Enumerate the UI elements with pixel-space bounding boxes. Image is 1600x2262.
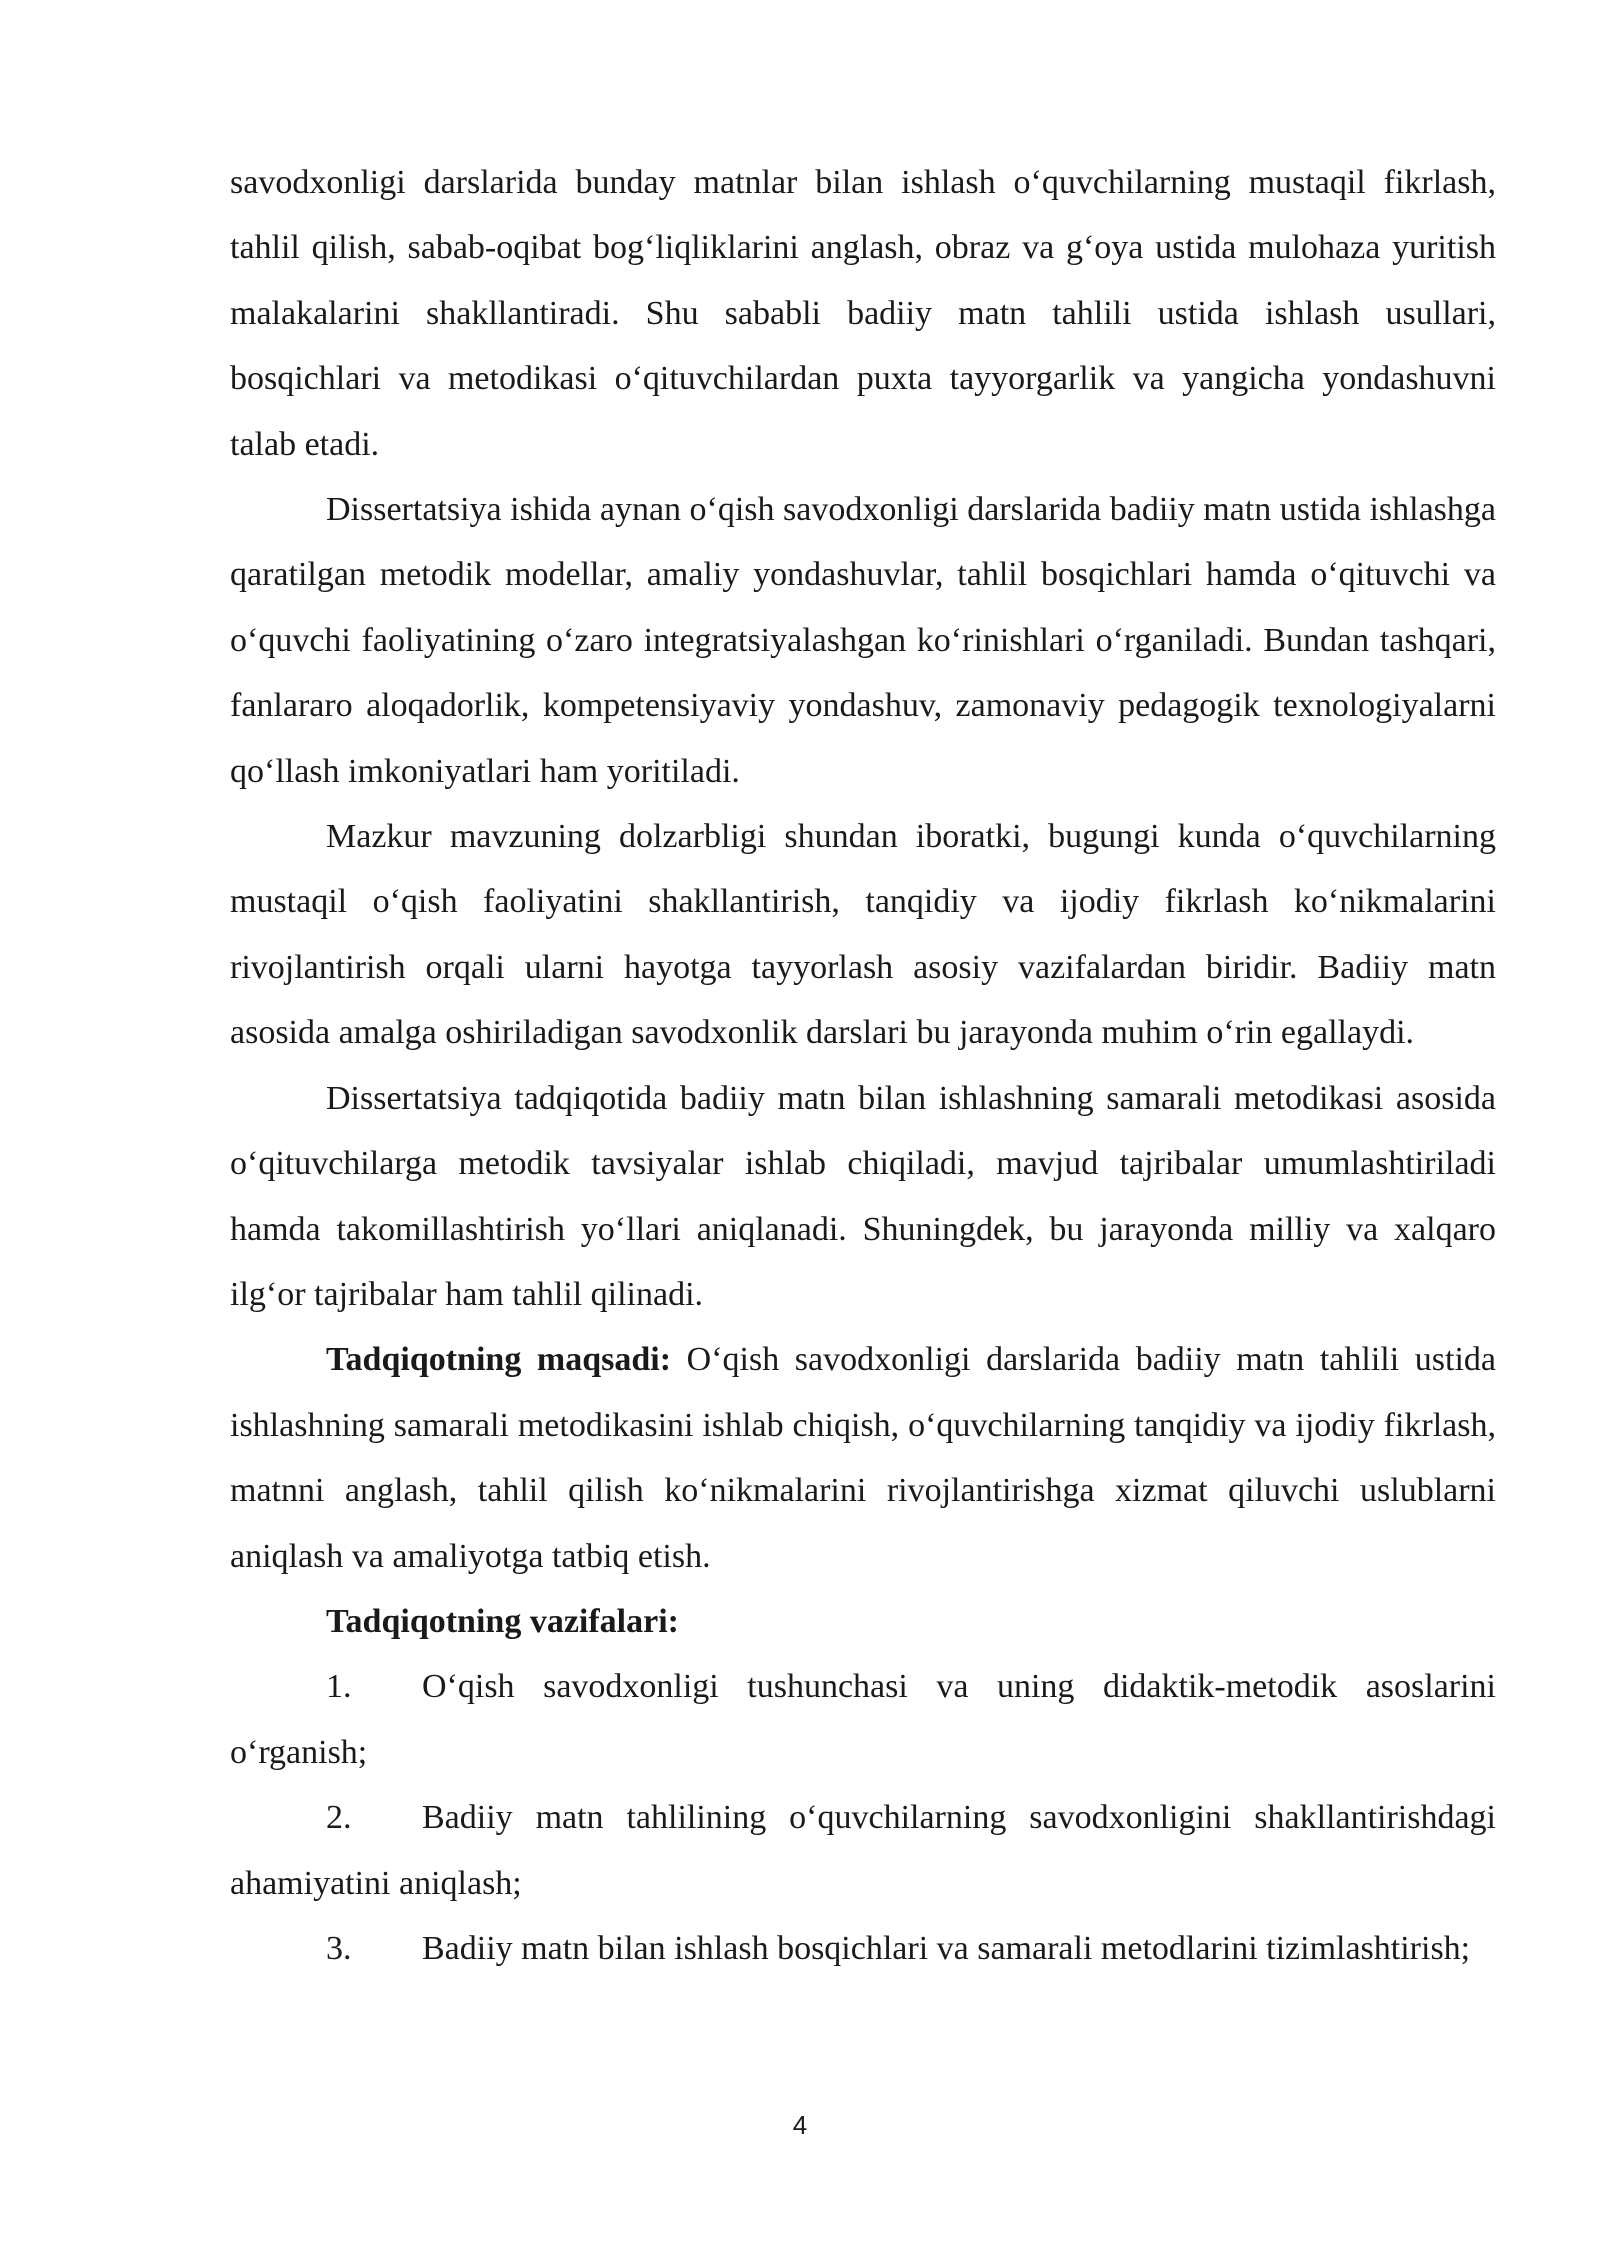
goal-label: Tadqiqotning maqsadi: xyxy=(326,1341,672,1379)
paragraph-relevance: Mazkur mavzuning dolzarbligi shundan iboratki, bugungi kunda o‘quvchilarning mustaqil o‘qish faoliyatini shakllantirish, tanqidiy va ijodiy fikrlash ko‘nikmalarini rivojlantirish orqali ularni hayotga tayyorlash asosiy vazifalardan biridir. Badiiy matn asosida amalga oshiriladigan savodxonlik darslari bu jarayonda muhim o‘rin egallaydi. xyxy=(230,818,1496,1052)
list-item-number: 3. xyxy=(326,1929,352,1967)
list-item xyxy=(230,1916,1496,1981)
list-item-text: Badiiy matn bilan ishlash bosqichlari va samarali metodlarini tizimlashtirish; xyxy=(422,1929,1471,1967)
paragraph-research-outcomes: Dissertatsiya tadqiqotida badiiy matn bilan ishlashning samarali metodikasi asosida o‘qituvchilarga metodik tavsiyalar ishlab chiqiladi, mavjud tajribalar umumlashtiriladi hamda takomillashtirish yo‘llari aniqlanadi. Shuningdek, bu jarayonda milliy va xalqaro ilg‘or tajribalar ham tahlil qilinadi. xyxy=(230,1079,1496,1313)
document-page xyxy=(230,150,1496,1981)
list-item-text: Badiiy matn tahlilining o‘quvchilarning savodxonligini shakllantirishdagi ahamiyatini aniqlash; xyxy=(230,1799,1496,1902)
list-item-text: O‘qish savodxonligi tushunchasi va uning didaktik-metodik asoslarini o‘rganish; xyxy=(230,1668,1496,1771)
list-item-number: 1. xyxy=(326,1668,352,1706)
paragraph-dissertation-scope: Dissertatsiya ishida aynan o‘qish savodxonligi darslarida badiiy matn ustida ishlashga qaratilgan metodik modellar, amaliy yondashuvlar, tahlil bosqichlari hamda o‘qituvchi va o‘quvchi faoliyatining o‘zaro integratsiyalashgan ko‘rinishlari o‘rganiladi. Bundan tashqari, fanlararo aloqadorlik, kompetensiyaviy yondashuv, zamonaviy pedagogik texnologiyalarni qo‘llash imkoniyatlari ham yoritiladi. xyxy=(230,491,1496,790)
list-item xyxy=(230,1785,1496,1916)
list-item-number: 2. xyxy=(326,1799,352,1837)
tasks-heading: Tadqiqotning vazifalari: xyxy=(326,1602,679,1640)
list-item xyxy=(230,1654,1496,1785)
paragraph-continuation: savodxonligi darslarida bunday matnlar bilan ishlash o‘quvchilarning mustaqil fikrlash, tahlil qilish, sabab-oqibat bog‘liqliklarini anglash, obraz va g‘oya ustida mulohaza yuritish malakalarini shakllantiradi. Shu sababli badiiy matn tahlili ustida ishlash usullari, bosqichlari va metodikasi o‘qituvchilardan puxta tayyorgarlik va yangicha yondashuvni talab etadi. xyxy=(230,164,1496,463)
goal-text: O‘qish savodxonligi darslarida badiiy matn tahlili ustida ishlashning samarali metodikasini ishlab chiqish, o‘quvchilarning tanqidiy va ijodiy fikrlash, matnni anglash, tahlil qilish ko‘nikmalarini rivojlantirishga xizmat qiluvchi uslublarni aniqlash va amaliyotga tatbiq etish. xyxy=(230,1341,1496,1575)
page-number: 4 xyxy=(792,2110,808,2140)
paragraph-research-goal xyxy=(230,1327,1496,1589)
